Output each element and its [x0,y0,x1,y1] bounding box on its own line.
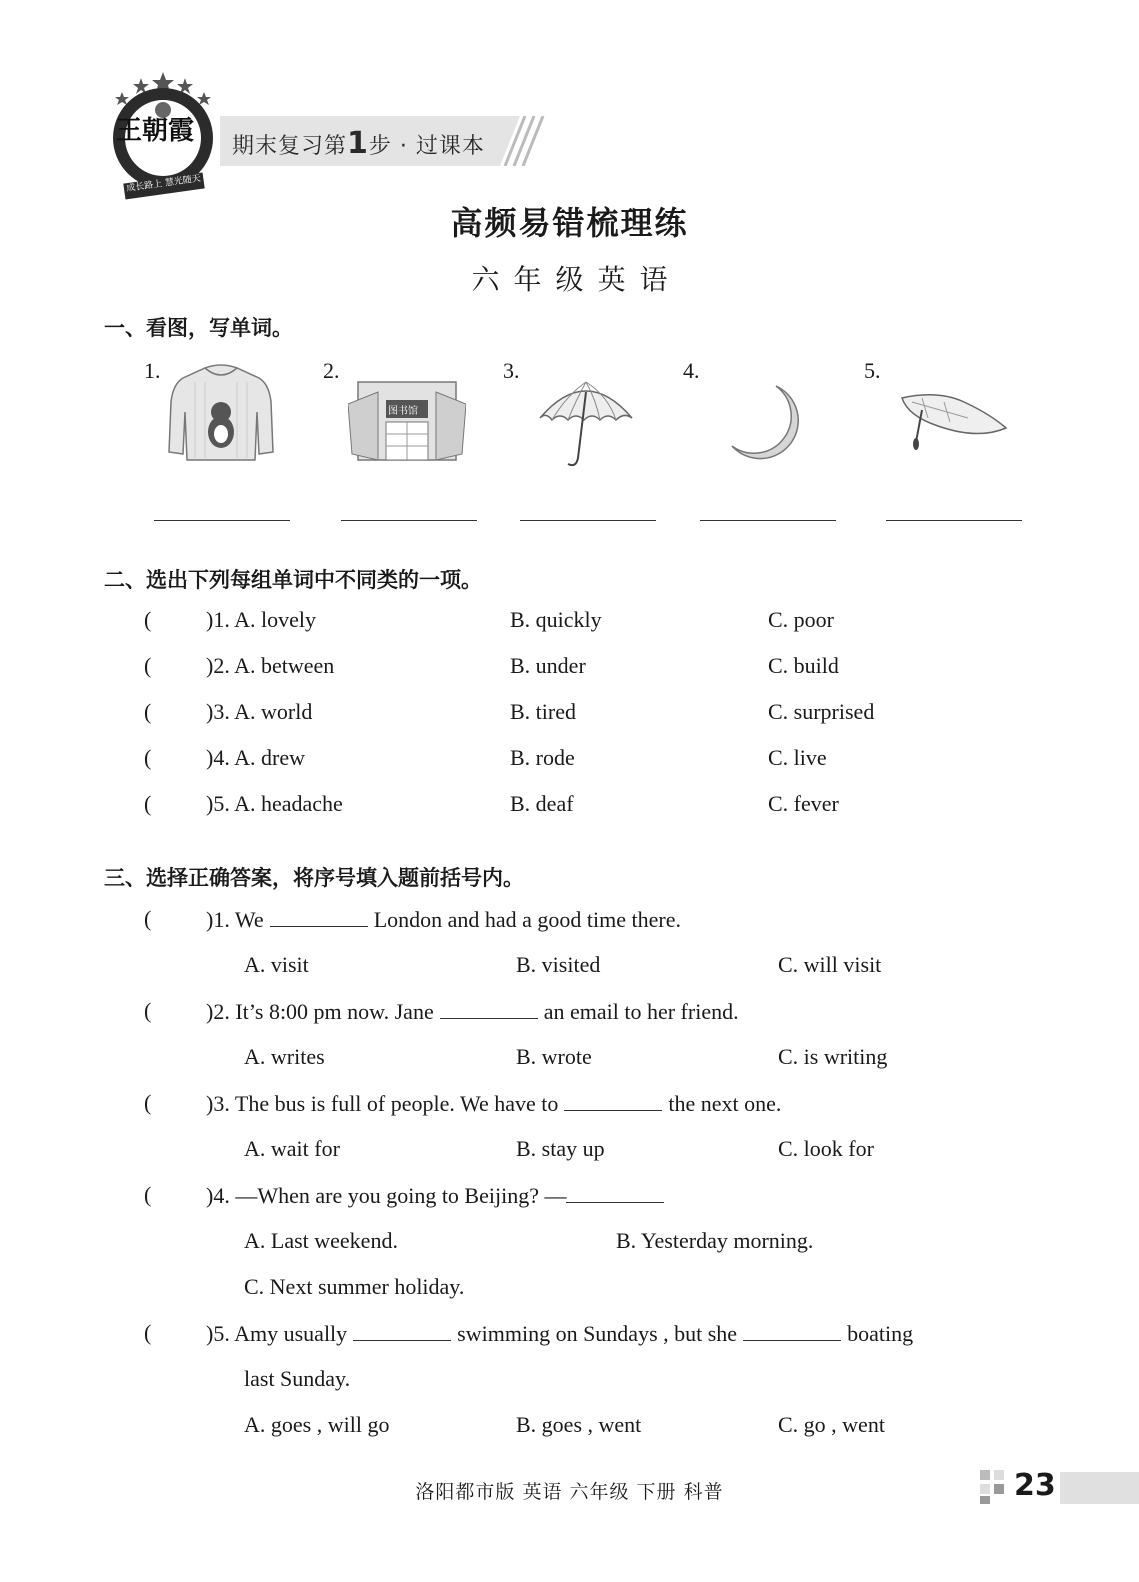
moon-icon [724,382,804,464]
page-number: 23 [1014,1468,1056,1503]
fill-blank[interactable] [270,906,368,927]
option-b: B. under [510,653,586,678]
answer-line[interactable] [341,520,477,521]
option-a: A. writes [244,1044,325,1069]
option-c: C. fever [768,791,839,816]
item-number: 1. [144,358,161,383]
page-number-bar [1060,1472,1139,1504]
logo-name: 王朝霞 [116,116,195,146]
answer-bracket[interactable]: ( [144,745,152,770]
page-corner-decoration [980,1470,1012,1504]
option-b: B. visited [516,952,601,977]
bookstore-icon [348,374,466,464]
answer-line[interactable] [700,520,836,521]
umbrella-icon [536,376,636,470]
option-c: C. poor [768,607,834,632]
option-c: C. will visit [778,952,882,977]
bookstore-sign: 图书馆 [388,406,418,417]
answer-line[interactable] [520,520,656,521]
question-text: )5. A. headache [206,791,343,816]
answer-bracket[interactable]: ( [144,791,152,816]
option-b: B. stay up [516,1136,605,1161]
item-number: 3. [503,358,520,383]
item-number: 5. [864,358,881,383]
option-a: A. Last weekend. [244,1228,398,1253]
option-b: B. quickly [510,607,602,632]
fill-blank[interactable] [566,1182,664,1203]
option-c: C. is writing [778,1044,888,1069]
option-c: C. live [768,745,827,770]
answer-bracket[interactable]: ( [144,906,152,931]
answer-line[interactable] [886,520,1022,521]
answer-bracket[interactable]: ( [144,1320,152,1345]
question-text: )4. —When are you going to Beijing? — [206,1182,670,1209]
fill-blank[interactable] [564,1090,662,1111]
option-c: C. surprised [768,699,875,724]
option-c: C. look for [778,1136,874,1161]
fill-blank[interactable] [440,998,538,1019]
question-text-line2: last Sunday. [244,1366,351,1391]
banner-prefix: 期末复习第 [232,134,348,159]
answer-bracket[interactable]: ( [144,1182,152,1207]
option-b: B. goes , went [516,1412,642,1437]
section2-heading: 二、选出下列每组单词中不同类的一项。 [104,568,482,592]
section1-heading: 一、看图，写单词。 [104,316,293,340]
option-c: C. Next summer holiday. [244,1274,465,1299]
question-text: )1. A. lovely [206,607,316,632]
fill-blank[interactable] [743,1320,841,1341]
option-c: C. build [768,653,839,678]
option-a: A. wait for [244,1136,340,1161]
option-c: C. go , went [778,1412,885,1437]
question-text: )2. It’s 8:00 pm now. Jane an email to her friend. [206,999,739,1024]
page-subtitle: 六年级英语 [471,263,682,296]
option-a: A. goes , will go [244,1412,390,1437]
banner-suffix: 步 · 过课本 [368,134,485,159]
question-text: )3. A. world [206,699,313,724]
option-b: B. Yesterday morning. [616,1228,814,1253]
item-number: 2. [323,358,340,383]
boat-icon [898,388,1008,452]
answer-bracket[interactable]: ( [144,1090,152,1115]
option-b: B. tired [510,699,576,724]
fill-blank[interactable] [353,1320,451,1341]
sweater-icon [165,362,277,464]
question-text: )2. A. between [206,653,335,678]
banner-step: 1 [347,126,369,161]
option-a: A. visit [244,952,309,977]
option-b: B. rode [510,745,575,770]
answer-line[interactable] [154,520,290,521]
page-title: 高频易错梳理练 [450,204,689,242]
answer-bracket[interactable]: ( [144,653,152,678]
footer-edition: 洛阳都市版 英语 六年级 下册 科普 [415,1481,724,1503]
question-text: )4. A. drew [206,745,305,770]
option-b: B. wrote [516,1044,592,1069]
answer-bracket[interactable]: ( [144,607,152,632]
banner-text [232,126,485,161]
option-b: B. deaf [510,791,574,816]
question-text: )3. The bus is full of people. We have to the next one. [206,1091,782,1116]
section3-heading: 三、选择正确答案，将序号填入题前括号内。 [104,866,524,890]
logo-tagline: 成长路上 慧光随天 [125,173,202,195]
question-text: )1. We London and had a good time there. [206,907,682,932]
question-text: )5. Amy usually swimming on Sundays , but she boating [206,1321,914,1346]
answer-bracket[interactable]: ( [144,998,152,1023]
answer-bracket[interactable]: ( [144,699,152,724]
item-number: 4. [683,358,700,383]
